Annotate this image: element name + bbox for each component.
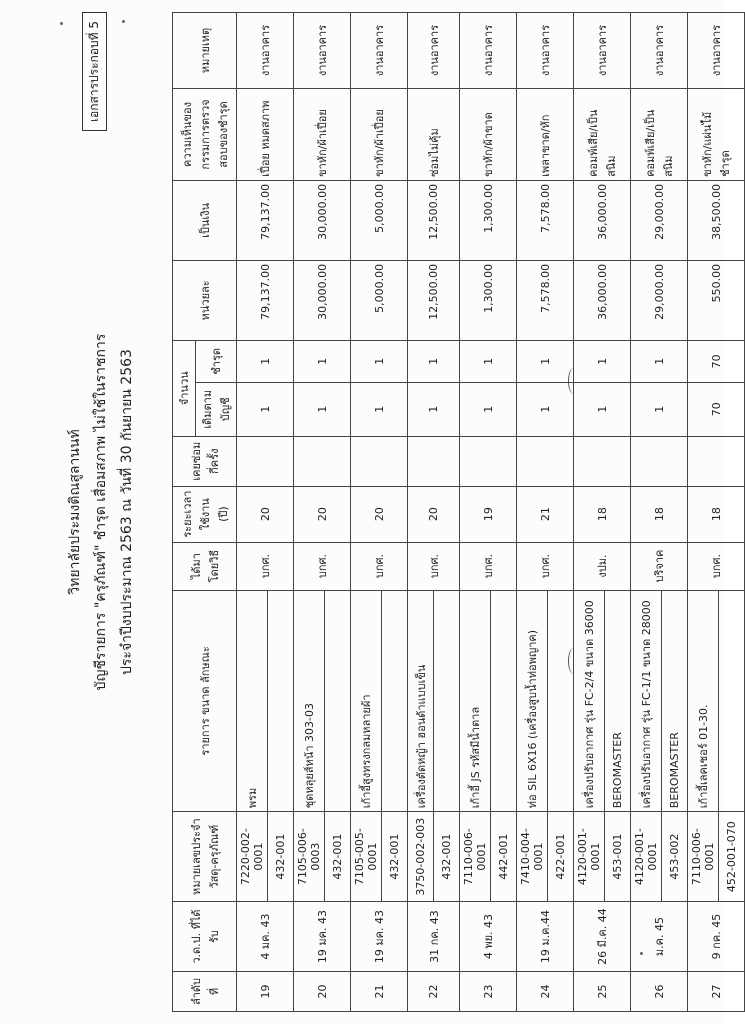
cell-unit-price: 7,578.00 xyxy=(517,260,574,340)
cell-qty-ledger: 1 xyxy=(294,382,351,436)
cell-method: บกศ. xyxy=(408,542,460,590)
cell-qty-broken: 1 xyxy=(460,340,517,382)
cell-desc: ท่อ SIL 6X16 (เครื่องสูบน้ำท่อพญาค) xyxy=(517,590,548,812)
cell-seq: 23 xyxy=(460,972,517,1012)
cell-years: 21 xyxy=(517,486,574,542)
cell-repair xyxy=(408,436,460,486)
cell-unit-price: 550.00 xyxy=(688,260,745,340)
cell-code-sub: 453-002 xyxy=(662,812,688,902)
cell-desc-sub: BEROMASTER xyxy=(605,590,631,812)
table-row xyxy=(408,13,434,1012)
cell-amount: 1,300.00 xyxy=(460,180,517,260)
col-amount: เป็นเงิน xyxy=(173,180,237,260)
cell-repair xyxy=(517,436,574,486)
cell-repair xyxy=(460,436,517,486)
cell-qty-broken: 1 xyxy=(294,340,351,382)
table-header-row xyxy=(173,13,196,1012)
cell-repair xyxy=(574,436,631,486)
cell-desc: พรม xyxy=(237,590,268,812)
cell-desc-sub xyxy=(434,590,460,812)
table-row xyxy=(631,13,662,1012)
cell-amount: 30,000.00 xyxy=(294,180,351,260)
table-row xyxy=(574,13,605,1012)
cell-unit-price: 36,000.00 xyxy=(574,260,631,340)
cell-desc-sub xyxy=(268,590,294,812)
cell-code: 4120-001-0001 xyxy=(574,812,605,902)
cell-date: 9 กค. 45 xyxy=(688,902,745,972)
cell-amount: 7,578.00 xyxy=(517,180,574,260)
cell-opinion: เพลาขาด/หัก xyxy=(517,89,574,181)
cell-code-sub: 442-001 xyxy=(491,812,517,902)
cell-desc: เก้าอี้ JS รหัสมีน้ำตาล xyxy=(460,590,491,812)
cell-opinion: ขาหัก/ผ้าเปื่อย xyxy=(294,89,351,181)
table-row xyxy=(351,13,382,1012)
cell-desc: เครื่องปรับอากาศ รุ่น FC-1/1 ขนาด 28000 xyxy=(631,590,662,812)
cell-seq: 27 xyxy=(688,972,745,1012)
cell-date: ม.ค. 45 xyxy=(631,902,688,972)
cell-remark: งานอาคาร xyxy=(237,13,294,89)
cell-amount: 36,000.00 xyxy=(574,180,631,260)
cell-code: 4120-001-0001 xyxy=(631,812,662,902)
cell-date: 19 ม.ค.44 xyxy=(517,902,574,972)
col-unit-price: หน่วยละ xyxy=(173,260,237,340)
cell-qty-broken: 1 xyxy=(237,340,294,382)
cell-opinion: ซ่อมไม่คุ้ม xyxy=(408,89,460,181)
cell-date: 19 มค. 43 xyxy=(294,902,351,972)
col-desc: รายการ ขนาด ลักษณะ xyxy=(173,590,237,812)
cell-date: 26 มี.ค. 44 xyxy=(574,902,631,972)
cell-qty-ledger: 1 xyxy=(460,382,517,436)
cell-unit-price: 29,000.00 xyxy=(631,260,688,340)
cell-desc: เครื่องตัดหญ้า ฮอนด้าแบบเข็น xyxy=(408,590,434,812)
cell-method: บกศ. xyxy=(294,542,351,590)
cell-desc: เก้าอี้สูงทรงกลมหลายผ้า xyxy=(351,590,382,812)
cell-unit-price: 1,300.00 xyxy=(460,260,517,340)
cell-years: 20 xyxy=(408,486,460,542)
cell-desc-sub: BEROMASTER xyxy=(662,590,688,812)
cell-remark: งานอาคาร xyxy=(351,13,408,89)
cell-qty-ledger: 1 xyxy=(517,382,574,436)
cell-amount: 29,000.00 xyxy=(631,180,688,260)
col-qty-ledger: เดิมตามบัญชี xyxy=(196,382,237,436)
cell-years: 20 xyxy=(237,486,294,542)
cell-qty-broken: 1 xyxy=(351,340,408,382)
col-remark: หมายเหตุ xyxy=(173,13,237,89)
cell-method: บกศ. xyxy=(688,542,745,590)
institution-title: วิทยาลัยประมงติณสูลานนท์ xyxy=(67,429,83,595)
cell-repair xyxy=(688,436,745,486)
col-repair: เคยซ่อมกี่ครั้ง xyxy=(173,436,237,486)
cell-remark: งานอาคาร xyxy=(631,13,688,89)
cell-desc: เก้าอี้เลคเชอร์ 01-30. xyxy=(688,590,719,812)
cell-code-sub: 432-001 xyxy=(382,812,408,902)
cell-opinion: ขาหัก/แผ่นไม้ชำรุด xyxy=(688,89,745,181)
cell-seq: 21 xyxy=(351,972,408,1012)
cell-years: 20 xyxy=(294,486,351,542)
cell-repair xyxy=(237,436,294,486)
cell-amount: 38,500.00 xyxy=(688,180,745,260)
table-row xyxy=(517,13,548,1012)
cell-unit-price: 12,500.00 xyxy=(408,260,460,340)
asset-register-table xyxy=(172,12,745,1012)
cell-date: 4 มค. 43 xyxy=(237,902,294,972)
cell-qty-ledger: 1 xyxy=(631,382,688,436)
cell-qty-ledger: 1 xyxy=(237,382,294,436)
cell-desc-sub xyxy=(325,590,351,812)
cell-method: บกศ. xyxy=(517,542,574,590)
cell-desc-sub xyxy=(382,590,408,812)
cell-code-sub: 432-001 xyxy=(434,812,460,902)
table-row xyxy=(294,13,325,1012)
fiscal-year-line: ประจำปีงบประมาณ 2563 ณ วันที่ 30 กันยายน 2563 xyxy=(119,349,135,675)
cell-seq: 26 xyxy=(631,972,688,1012)
col-seq: ลำดับที่ xyxy=(173,972,237,1012)
document-header xyxy=(62,12,140,1012)
cell-repair xyxy=(351,436,408,486)
cell-opinion: ขาหัก/ผ้าเปื่อย xyxy=(351,89,408,181)
col-qty: จำนวน xyxy=(173,340,196,436)
col-code: หมายเลขประจำวัสดุ-ครุภัณฑ์ xyxy=(173,812,237,902)
cell-amount: 79,137.00 xyxy=(237,180,294,260)
cell-years: 20 xyxy=(351,486,408,542)
cell-repair xyxy=(631,436,688,486)
cell-desc-sub xyxy=(719,590,745,812)
cell-remark: งานอาคาร xyxy=(688,13,745,89)
cell-method: บกศ. xyxy=(351,542,408,590)
cell-years: 18 xyxy=(688,486,745,542)
cell-qty-broken: 1 xyxy=(408,340,460,382)
col-method: ได้มาโดยวิธี xyxy=(173,542,237,590)
cell-code: 7105-006-0003 xyxy=(294,812,325,902)
cell-qty-broken: 1 xyxy=(574,340,631,382)
cell-qty-broken: 1 xyxy=(631,340,688,382)
col-qty-broken: ชำรุด xyxy=(196,340,237,382)
cell-code: 7105-005-0001 xyxy=(351,812,382,902)
register-title: บัญชีรายการ "ครุภัณฑ์" ชำรุด เสื่อมสภาพ ไม่ใช้ในราชการ xyxy=(93,333,109,691)
cell-code: 7110-006-0001 xyxy=(460,812,491,902)
cell-opinion: ขาหัก/ผ้าขาด xyxy=(460,89,517,181)
cell-code-sub: 452-001-070 xyxy=(719,812,745,902)
cell-qty-ledger: 70 xyxy=(688,382,745,436)
cell-unit-price: 79,137.00 xyxy=(237,260,294,340)
cell-code: 3750-002-003 xyxy=(408,812,434,902)
cell-remark: งานอาคาร xyxy=(574,13,631,89)
cell-desc-sub xyxy=(548,590,574,812)
cell-code-sub: 422-001 xyxy=(548,812,574,902)
cell-opinion: คอมพ์เสีย/เป็นสนิม xyxy=(631,89,688,181)
cell-remark: งานอาคาร xyxy=(294,13,351,89)
cell-seq: 22 xyxy=(408,972,460,1012)
cell-qty-broken: 70 xyxy=(688,340,745,382)
table-row xyxy=(460,13,491,1012)
cell-seq: 19 xyxy=(237,972,294,1012)
cell-amount: 12,500.00 xyxy=(408,180,460,260)
cell-desc: ชุดหลุยส์หน้า 303-03 xyxy=(294,590,325,812)
cell-qty-ledger: 1 xyxy=(574,382,631,436)
cell-code: 7220-002-0001 xyxy=(237,812,268,902)
cell-years: 18 xyxy=(631,486,688,542)
cell-code-sub: 432-001 xyxy=(268,812,294,902)
cell-desc-sub xyxy=(491,590,517,812)
cell-qty-ledger: 1 xyxy=(408,382,460,436)
cell-code: 7410-004-0001 xyxy=(517,812,548,902)
cell-unit-price: 5,000.00 xyxy=(351,260,408,340)
cell-qty-ledger: 1 xyxy=(351,382,408,436)
cell-opinion: คอมพ์เสีย/เป็นสนิม xyxy=(574,89,631,181)
cell-seq: 20 xyxy=(294,972,351,1012)
cell-method: บกศ. xyxy=(460,542,517,590)
cell-unit-price: 30,000.00 xyxy=(294,260,351,340)
cell-amount: 5,000.00 xyxy=(351,180,408,260)
cell-qty-broken: 1 xyxy=(517,340,574,382)
rotated-document xyxy=(22,12,738,1012)
cell-date: 4 พย. 43 xyxy=(460,902,517,972)
cell-opinion: เปื่อย หมดสภาพ xyxy=(237,89,294,181)
cell-desc: เครื่องปรับอากาศ รุ่น FC-2/4 ขนาด 36000 xyxy=(574,590,605,812)
cell-code-sub: 432-001 xyxy=(325,812,351,902)
cell-seq: 25 xyxy=(574,972,631,1012)
cell-years: 18 xyxy=(574,486,631,542)
document-tag: เอกสารประกอบที่ 5 xyxy=(82,12,107,131)
cell-remark: งานอาคาร xyxy=(460,13,517,89)
cell-remark: งานอาคาร xyxy=(408,13,460,89)
col-date: ว.ด.ป. ที่ได้รับ xyxy=(173,902,237,972)
cell-method: งปม. xyxy=(574,542,631,590)
table-row xyxy=(237,13,268,1012)
cell-method: บริจาค xyxy=(631,542,688,590)
cell-seq: 24 xyxy=(517,972,574,1012)
col-years: ระยะเวลาใช้งาน (ปี) xyxy=(173,486,237,542)
cell-code-sub: 453-001 xyxy=(605,812,631,902)
cell-date: 19 มค. 43 xyxy=(351,902,408,972)
cell-years: 19 xyxy=(460,486,517,542)
cell-code: 7110-006-0001 xyxy=(688,812,719,902)
col-opinion: ความเห็นของกรรมการตรวจสอบของชำรุด xyxy=(173,89,237,181)
cell-repair xyxy=(294,436,351,486)
table-row xyxy=(688,13,719,1012)
cell-remark: งานอาคาร xyxy=(517,13,574,89)
cell-method: บกศ. xyxy=(237,542,294,590)
cell-date: 31 กค. 43 xyxy=(408,902,460,972)
